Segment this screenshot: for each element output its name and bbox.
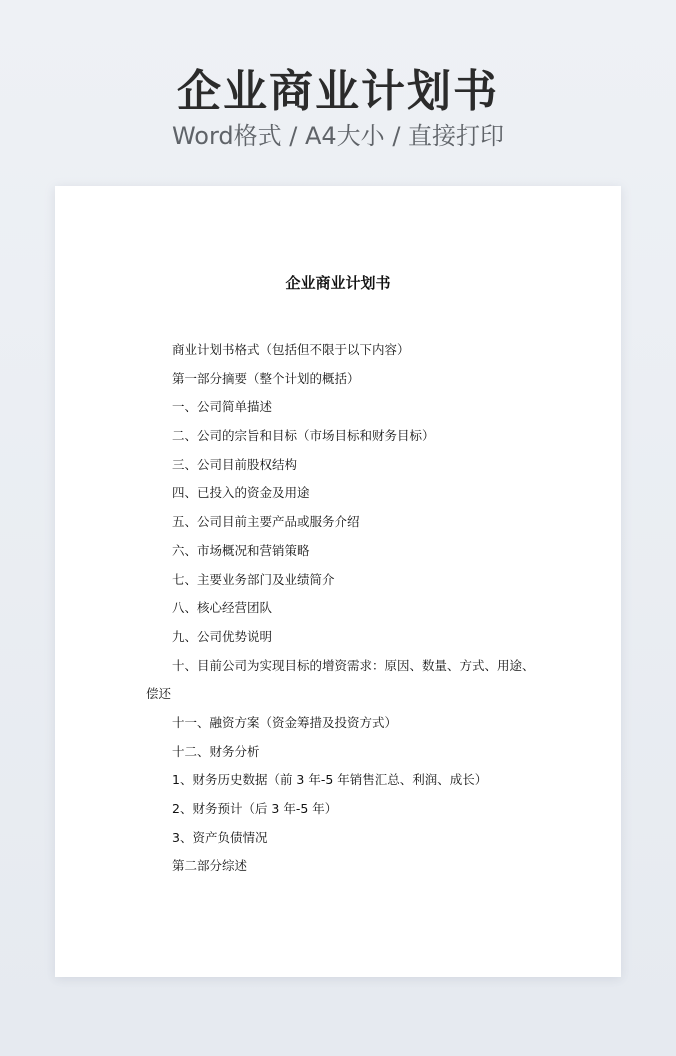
document-line: 一、公司简单描述: [172, 399, 273, 415]
document-line: 十一、融资方案（资金筹措及投资方式）: [172, 714, 398, 730]
document-title: 企业商业计划书: [285, 274, 391, 292]
document-line: 九、公司优势说明: [172, 628, 273, 644]
document-line: 五、公司目前主要产品或服务介绍: [172, 514, 360, 530]
document-line-continuation: 偿还: [146, 686, 172, 702]
document-page: [55, 186, 621, 977]
document-line: 三、公司目前股权结构: [172, 456, 298, 472]
banner-title: 企业商业计划书: [177, 66, 499, 117]
document-line: 十、目前公司为实现目标的增资需求：原因、数量、方式、用途、: [172, 657, 535, 673]
document-line: 八、核心经营团队: [172, 600, 273, 616]
document-line: 四、已投入的资金及用途: [172, 485, 310, 501]
document-line: 二、公司的宗旨和目标（市场目标和财务目标）: [172, 428, 435, 444]
document-line: 第二部分综述: [172, 858, 248, 874]
document-line: 六、市场概况和营销策略: [172, 542, 310, 558]
document-line: 十二、财务分析: [172, 743, 260, 759]
document-line: 第一部分摘要（整个计划的概括）: [172, 370, 360, 386]
document-line: 七、主要业务部门及业绩简介: [172, 571, 335, 587]
document-line: 1、财务历史数据（前 3 年-5 年销售汇总、利润、成长）: [172, 772, 488, 788]
document-line: 3、资产负债情况: [172, 829, 268, 845]
banner-subtitle: Word格式 / A4大小 / 直接打印: [171, 122, 505, 150]
document-body: [55, 336, 621, 881]
document-line: 商业计划书格式（包括但不限于以下内容）: [172, 342, 410, 357]
document-line: 2、财务预计（后 3 年-5 年）: [172, 801, 338, 816]
